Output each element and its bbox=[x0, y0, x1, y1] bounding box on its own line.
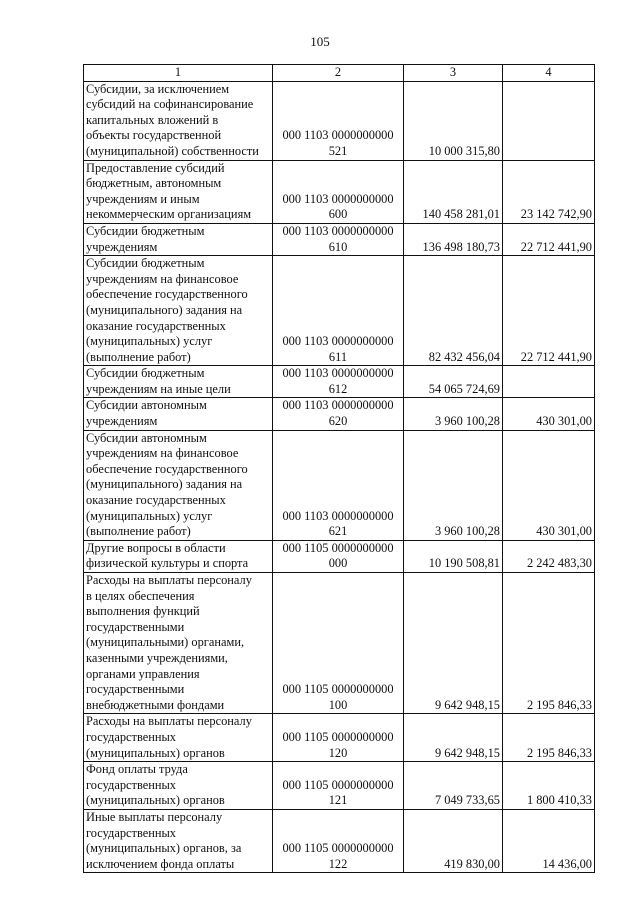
table-row bbox=[84, 81, 595, 160]
table-row bbox=[84, 366, 595, 398]
row-code: 000 1105 0000000000 122 bbox=[273, 809, 404, 872]
row-name: Расходы на выплаты персоналу государственных (муниципальных) органов bbox=[84, 714, 273, 762]
row-name: Субсидии бюджетным учреждениям bbox=[84, 223, 273, 255]
row-code: 000 1105 0000000000 100 bbox=[273, 573, 404, 714]
table-header bbox=[84, 65, 595, 82]
table-row bbox=[84, 573, 595, 714]
row-name: Расходы на выплаты персоналу в целях обеспечения выполнения функций государственными (муниципальными) органами, казенными учреждениями, органами управления государственными внебюджетными фондами bbox=[84, 573, 273, 714]
row-code: 000 1103 0000000000 600 bbox=[273, 160, 404, 223]
row-value-col4: 430 301,00 bbox=[503, 430, 595, 540]
header-row bbox=[84, 65, 595, 82]
row-name: Субсидии бюджетным учреждениям на финансовое обеспечение государственного (муниципального) задания на оказание государственных (муниципальных) услуг (выполнение работ) bbox=[84, 256, 273, 366]
row-code: 000 1103 0000000000 621 bbox=[273, 430, 404, 540]
row-value-col3: 7 049 733,65 bbox=[404, 762, 503, 810]
table-row bbox=[84, 160, 595, 223]
row-value-col4: 14 436,00 bbox=[503, 809, 595, 872]
row-code: 000 1103 0000000000 521 bbox=[273, 81, 404, 160]
table-row bbox=[84, 809, 595, 872]
row-value-col3: 136 498 180,73 bbox=[404, 223, 503, 255]
table-row bbox=[84, 714, 595, 762]
row-value-col3: 10 000 315,80 bbox=[404, 81, 503, 160]
row-value-col4: 1 800 410,33 bbox=[503, 762, 595, 810]
row-value-col4: 2 242 483,30 bbox=[503, 540, 595, 572]
row-name: Субсидии автономным учреждениям bbox=[84, 398, 273, 430]
page-number: 105 bbox=[310, 34, 330, 49]
row-code: 000 1105 0000000000 120 bbox=[273, 714, 404, 762]
row-value-col4: 2 195 846,33 bbox=[503, 573, 595, 714]
row-value-col4: 23 142 742,90 bbox=[503, 160, 595, 223]
table-row bbox=[84, 223, 595, 255]
row-code: 000 1103 0000000000 611 bbox=[273, 256, 404, 366]
table-row bbox=[84, 256, 595, 366]
row-value-col4: 22 712 441,90 bbox=[503, 256, 595, 366]
row-name: Другие вопросы в области физической культуры и спорта bbox=[84, 540, 273, 572]
row-name: Субсидии, за исключением субсидий на софинансирование капитальных вложений в объекты государственной (муниципальной) собственности bbox=[84, 81, 273, 160]
row-code: 000 1103 0000000000 612 bbox=[273, 366, 404, 398]
row-value-col3: 54 065 724,69 bbox=[404, 366, 503, 398]
table-row bbox=[84, 398, 595, 430]
row-value-col3: 9 642 948,15 bbox=[404, 714, 503, 762]
row-value-col3: 82 432 456,04 bbox=[404, 256, 503, 366]
column-header-1: 1 bbox=[84, 65, 273, 82]
row-value-col4: 22 712 441,90 bbox=[503, 223, 595, 255]
table-row bbox=[84, 540, 595, 572]
row-name: Субсидии бюджетным учреждениям на иные цели bbox=[84, 366, 273, 398]
row-name: Иные выплаты персоналу государственных (муниципальных) органов, за исключением фонда оплаты bbox=[84, 809, 273, 872]
row-name: Фонд оплаты труда государственных (муниципальных) органов bbox=[84, 762, 273, 810]
table-row bbox=[84, 430, 595, 540]
row-value-col3: 3 960 100,28 bbox=[404, 398, 503, 430]
column-header-4: 4 bbox=[503, 65, 595, 82]
row-value-col3: 9 642 948,15 bbox=[404, 573, 503, 714]
table-row bbox=[84, 762, 595, 810]
row-code: 000 1103 0000000000 620 bbox=[273, 398, 404, 430]
row-name: Предоставление субсидий бюджетным, автономным учреждениям и иным некоммерческим организациям bbox=[84, 160, 273, 223]
row-value-col4: 430 301,00 bbox=[503, 398, 595, 430]
row-value-col3: 140 458 281,01 bbox=[404, 160, 503, 223]
row-value-col3: 419 830,00 bbox=[404, 809, 503, 872]
row-code: 000 1105 0000000000 121 bbox=[273, 762, 404, 810]
row-value-col4 bbox=[503, 81, 595, 160]
row-code: 000 1103 0000000000 610 bbox=[273, 223, 404, 255]
column-header-2: 2 bbox=[273, 65, 404, 82]
budget-table bbox=[83, 64, 595, 873]
row-value-col3: 10 190 508,81 bbox=[404, 540, 503, 572]
column-header-3: 3 bbox=[404, 65, 503, 82]
table-body bbox=[84, 81, 595, 873]
row-value-col4: 2 195 846,33 bbox=[503, 714, 595, 762]
row-value-col3: 3 960 100,28 bbox=[404, 430, 503, 540]
row-value-col4 bbox=[503, 366, 595, 398]
row-name: Субсидии автономным учреждениям на финансовое обеспечение государственного (муниципального) задания на оказание государственных (муниципальных) услуг (выполнение работ) bbox=[84, 430, 273, 540]
row-code: 000 1105 0000000000 000 bbox=[273, 540, 404, 572]
